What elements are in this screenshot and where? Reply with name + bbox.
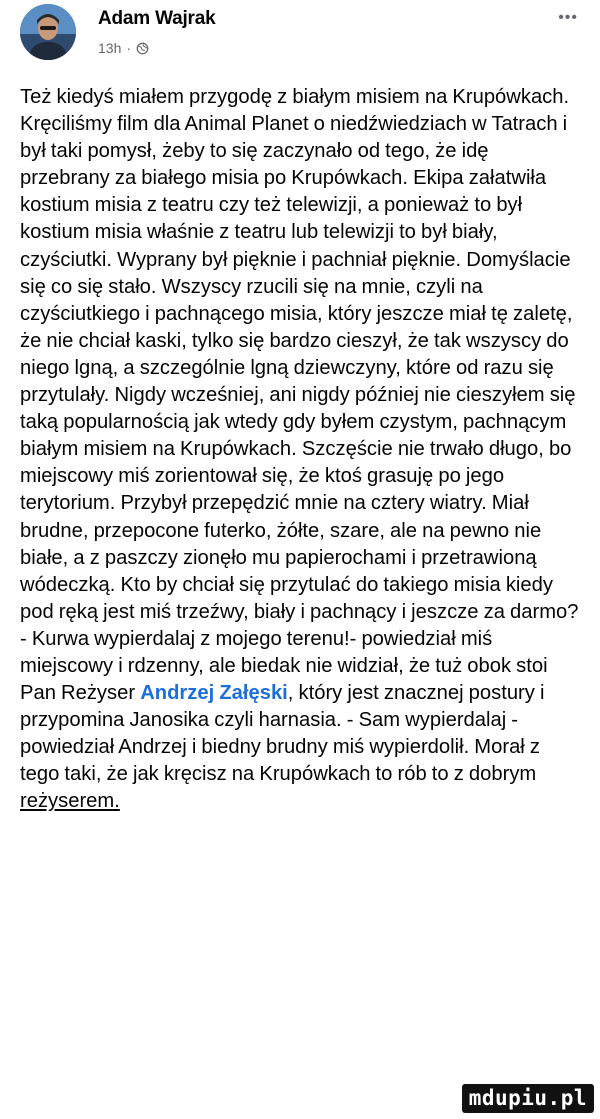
tagged-person-link[interactable]: Andrzej Załęski — [140, 682, 288, 705]
post-text-part-1: Też kiedyś miałem przygodę z białym misiem na Krupówkach. Kręciliśmy film dla Animal Planet o niedźwiedziach w Tatrach i był taki pomysł, żeby to się zaczynało od tego, że idę przebrany za białego misia po Krupówkach. Ekipa załatwiła kostium misia z teatru czy też telewizji, a ponieważ to był kostium misia właśnie z teatru lub telewizji to był biały, czyściutki. Wyprany był pięknie i pachniał pięknie. Domyślacie się co się stało. Wszyscy rzucili się na mnie, czyli na czyściutkiego i pachnącego misia, który jeszcze miał tę zaletę, że nie chciał kaski, tylko się bardzo cieszył, że tak wszyscy do niego lgną, a szczególnie lgną dziewczyny, które od razu się przytulały. Nigdy wcześniej, ani nigdy później nie cieszyłem się taką popularnością jak wtedy gdy byłem czystym, pachnącym białym misiem na Krupówkach. Szczęście nie trwało długo, bo miejscowy miś zorientował się, że ktoś grasuję po jego terytorium. Przybył przepędzić mnie na cztery wiatry. Miał brudne, przepocone futerko, żółte, szare, ale na pewno nie białe, a z paszczy zionęło mu papierochami i przetrawioną wódeczką. Kto by chciał się przytulać do takiego misia kiedy pod ręką jest miś trzeźwy, biały i pachnący i jeszcze za darmo? - Kurwa wypierdalaj z mojego terenu!- powiedział miś miejscowy i rdzenny, ale biedak nie widział, że tuż obok stoi Pan Reżyser — [20, 86, 579, 705]
globe-icon — [136, 42, 149, 55]
avatar-photo-icon — [20, 4, 76, 60]
post-meta — [98, 40, 149, 56]
post-text-part-2: , który jest znacznej postury i przypomina Janosika czyli harnasia. - Sam wypierdalaj - powiedział Andrzej i biedny brudny miś wypierdolił. Morał z tego taki, że jak kręcisz na Krupówkach to rób to z dobrym — [20, 682, 545, 786]
post-header — [20, 4, 580, 66]
post-text-last-word: reżyserem. — [20, 790, 120, 813]
post-paragraph — [20, 84, 580, 816]
author-avatar[interactable] — [20, 4, 76, 60]
more-options-icon[interactable]: ••• — [558, 9, 578, 26]
author-name[interactable]: Adam Wajrak — [98, 8, 216, 29]
post-body — [20, 84, 580, 816]
site-watermark: mdupiu.pl — [462, 1084, 594, 1113]
meta-separator: · — [126, 40, 132, 56]
post-time[interactable]: 13h — [98, 40, 122, 56]
